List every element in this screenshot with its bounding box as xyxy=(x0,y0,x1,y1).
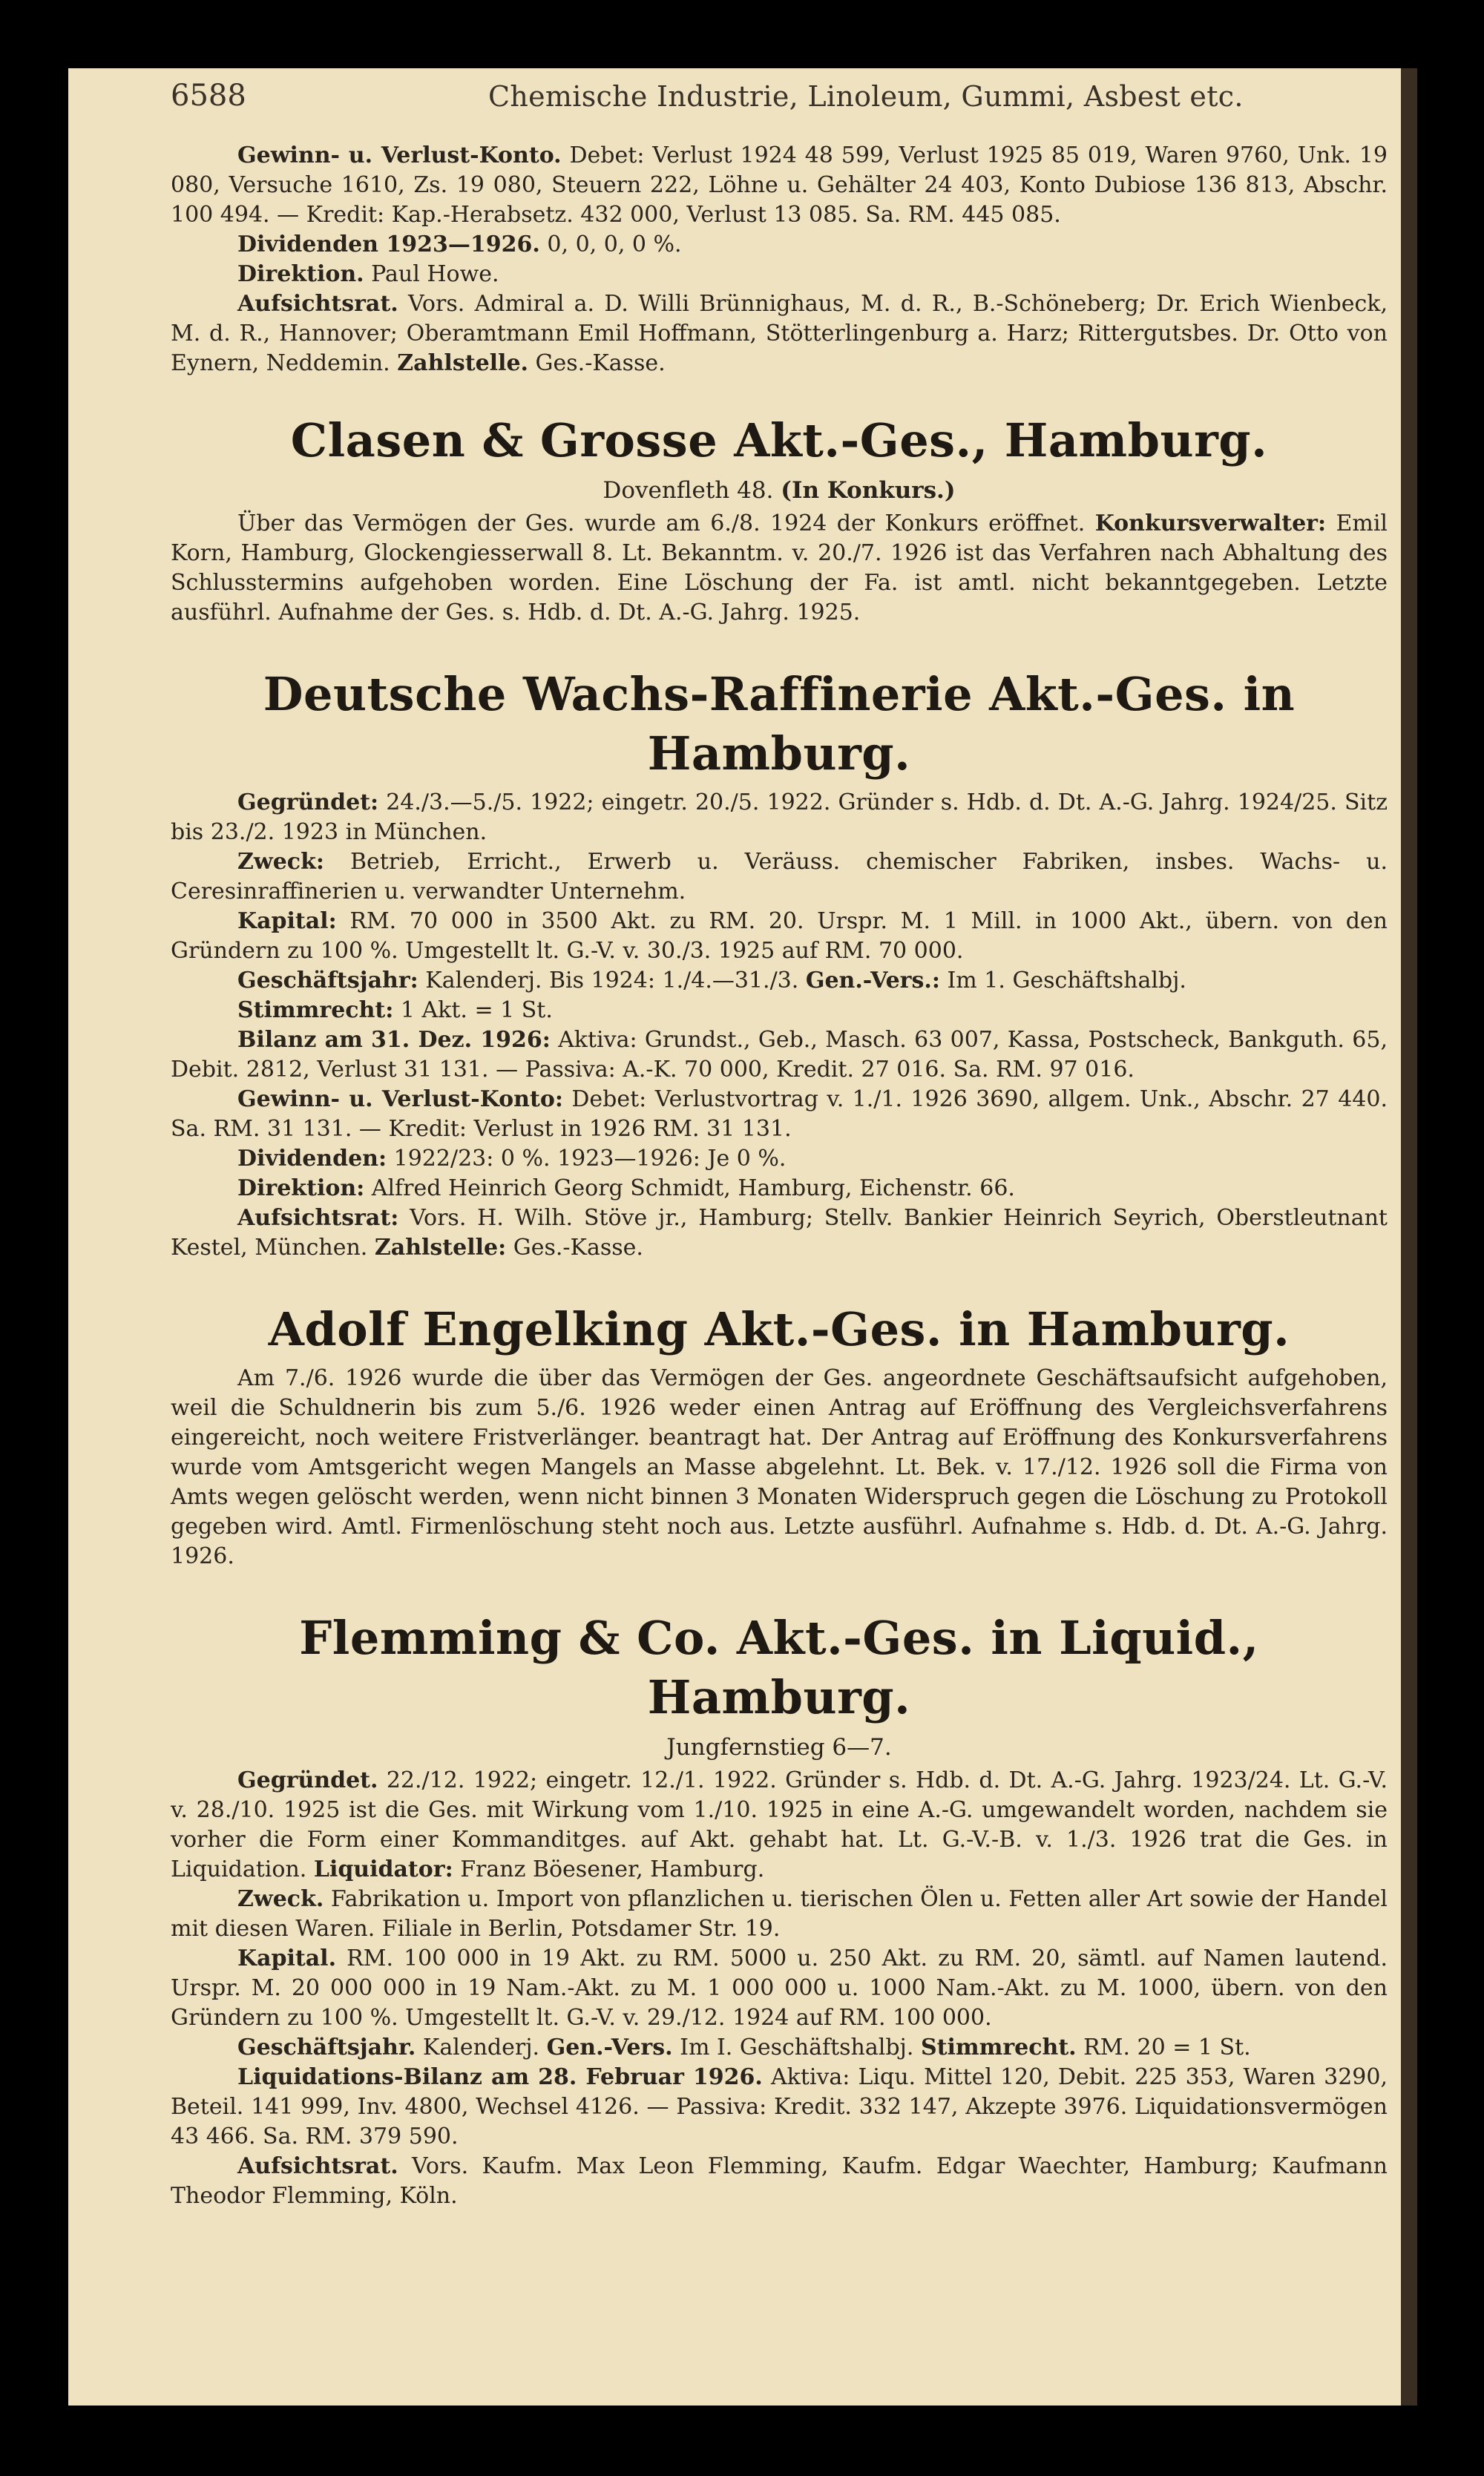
company-address xyxy=(171,475,1388,506)
company-title: Clasen & Grosse Akt.-Ges., Hamburg. xyxy=(290,413,1268,467)
paragraph xyxy=(171,1025,1388,1085)
label: Zahlstelle. xyxy=(397,350,528,376)
paragraph xyxy=(171,289,1388,378)
text: Vors. Admiral a. D. Willi Brünnighaus, M. d. R., B.-Schöneberg; Dr. Erich Wienbeck, M. d. R., Hannover; Oberamtmann Emil Hoffmann, Stötterlingenburg a. Harz; Rittergutsbes. Dr. Otto von Eynern, Neddemin. xyxy=(171,291,1388,376)
paragraph xyxy=(171,1203,1388,1263)
text: 24./3.—5./5. 1922; eingetr. 20./5. 1922. Gründer s. Hdb. d. Dt. A.-G. Jahrg. 1924/25. Sitz bis 23./2. 1923 in München. xyxy=(171,789,1388,845)
text: Alfred Heinrich Georg Schmidt, Hamburg, Eichenstr. 66. xyxy=(371,1175,1015,1201)
paragraph xyxy=(171,2033,1388,2063)
paragraph xyxy=(171,907,1388,966)
label: Aufsichtsrat: xyxy=(237,1205,399,1231)
entry-deutsche-wachs-raffinerie xyxy=(171,665,1388,1263)
text: RM. 70 000 in 3500 Akt. zu RM. 20. Urspr. M. 1 Mill. in 1000 Akt., übern. von den Gründern zu 100 %. Umgestellt lt. G.-V. v. 30./3. 1925 auf RM. 70 000. xyxy=(171,908,1388,964)
status-label: (In Konkurs.) xyxy=(781,477,956,504)
paragraph xyxy=(171,230,1388,260)
entry-flemming-co xyxy=(171,1609,1388,2211)
running-head: Chemische Industrie, Linoleum, Gummi, Asbest etc. xyxy=(488,80,1244,113)
paragraph: Am 7./6. 1926 wurde die über das Vermögen der Ges. angeordnete Geschäftsaufsicht aufgehoben, weil die Schuldnerin bis zum 5./6. 1926 weder einen Antrag auf Eröffnung des Vergleichsverfahrens eingereicht, noch weitere Fristverlänger. beantragt hat. Der Antrag auf Eröffnung des Konkursverfahrens wurde vom Amtsgericht wegen Mangels an Masse abgelehnt. Lt. Bek. v. 17./12. 1926 soll die Firma von Amts wegen gelöscht werden, wenn nicht binnen 3 Monaten Widerspruch gegen die Löschung zu Protokoll gegeben wird. Amtl. Firmenlöschung steht noch aus. Letzte ausführl. Aufnahme s. Hdb. d. Dt. A.-G. Jahrg. 1926. xyxy=(171,1365,1388,1569)
page-content xyxy=(171,141,1388,2211)
paragraph xyxy=(171,966,1388,996)
label: Gegründet: xyxy=(237,789,379,815)
label: Gen.-Vers. xyxy=(546,2035,673,2060)
page-header xyxy=(102,74,1393,119)
paragraph xyxy=(171,1766,1388,1885)
paragraph xyxy=(171,788,1388,847)
label: Dividenden: xyxy=(237,1146,387,1172)
paragraph xyxy=(171,509,1388,628)
text: Über das Vermögen der Ges. wurde am 6./8. 1924 der Konkurs eröffnet. xyxy=(237,510,1086,536)
paragraph xyxy=(171,141,1388,230)
label: Aufsichtsrat. xyxy=(237,291,398,317)
label: Direktion. xyxy=(237,261,364,287)
paragraph xyxy=(171,1174,1388,1203)
label: Liquidator: xyxy=(313,1856,453,1882)
text: Aktiva: Grundst., Geb., Masch. 63 007, Kassa, Postscheck, Bankguth. 65, Debit. 2812, Verlust 31 131. — Passiva: A.-K. 70 000, Kredit. 27 016. Sa. RM. 97 016. xyxy=(171,1027,1388,1083)
text: Paul Howe. xyxy=(371,261,499,287)
page-edge-shadow xyxy=(1401,68,1417,2406)
paragraph xyxy=(171,260,1388,289)
paragraph xyxy=(171,847,1388,907)
label: Stimmrecht: xyxy=(237,997,394,1023)
text: Betrieb, Erricht., Erwerb u. Veräuss. chemischer Fabriken, insbes. Wachs- u. Ceresinraffinerien u. verwandter Unternehm. xyxy=(171,849,1388,904)
entry-adolf-engelking xyxy=(171,1300,1388,1572)
label: Geschäftsjahr: xyxy=(237,968,418,994)
company-title: Flemming & Co. Akt.-Ges. in Liquid., Hamburg. xyxy=(299,1611,1259,1724)
label: Gegründet. xyxy=(237,1767,378,1793)
paragraph xyxy=(171,1144,1388,1174)
label: Zahlstelle: xyxy=(374,1235,507,1261)
text: RM. 100 000 in 19 Akt. zu RM. 5000 u. 250 Akt. zu RM. 20, sämtl. auf Namen lautend. Urspr. M. 20 000 000 in 19 Nam.-Akt. zu M. 1 000 000 u. 1000 Nam.-Akt. zu M. 1000, übern. von den Gründern zu 100 %. Umgestellt lt. G.-V. v. 29./12. 1924 auf RM. 100 000. xyxy=(171,1945,1388,2031)
label: Kapital: xyxy=(237,908,337,934)
text: 1 Akt. = 1 St. xyxy=(400,997,553,1023)
label: Gewinn- u. Verlust-Konto. xyxy=(237,142,562,168)
label: Aufsichtsrat. xyxy=(237,2153,398,2179)
label: Zweck. xyxy=(237,1886,324,1912)
text: Debet: Verlust 1924 48 599, Verlust 1925 85 019, Waren 9760, Unk. 19 080, Versuche 1610, Zs. 19 080, Steuern 222, Löhne u. Gehälter 24 403, Konto Dubiose 136 813, Abschr. 100 494. — Kredit: Kap.-Herabsetz. 432 000, Verlust 13 085. Sa. RM. 445 085. xyxy=(171,142,1388,228)
label: Direktion: xyxy=(237,1175,365,1201)
paragraph xyxy=(171,1885,1388,1944)
paragraph xyxy=(171,1944,1388,2033)
company-address: Jungfernstieg 6—7. xyxy=(666,1734,892,1761)
label: Konkursverwalter: xyxy=(1094,510,1327,536)
text: RM. 20 = 1 St. xyxy=(1083,2035,1251,2060)
page-number: 6588 xyxy=(171,79,246,113)
text: Ges.-Kasse. xyxy=(513,1235,643,1261)
text: 1922/23: 0 %. 1923—1926: Je 0 %. xyxy=(393,1146,787,1172)
label: Gen.-Vers.: xyxy=(805,968,940,994)
text: Debet: Verlustvortrag v. 1./1. 1926 3690, allgem. Unk., Abschr. 27 440. Sa. RM. 31 131. — Kredit: Verlust in 1926 RM. 31 131. xyxy=(171,1086,1388,1142)
text: Ges.-Kasse. xyxy=(535,350,666,376)
label: Geschäftsjahr. xyxy=(237,2035,416,2060)
entry-clasen-grosse xyxy=(171,411,1388,628)
text: Kalenderj. Bis 1924: 1./4.—31./3. xyxy=(425,968,799,994)
company-title: Adolf Engelking Akt.-Ges. in Hamburg. xyxy=(268,1302,1290,1356)
text: Im I. Geschäftshalbj. xyxy=(680,2035,914,2060)
text: Aktiva: Liqu. Mittel 120, Debit. 225 353, Waren 3290, Beteil. 141 999, Inv. 4800, Wechsel 4126. — Passiva: Kredit. 332 147, Akzepte 3976. Liquidationsvermögen 43 466. Sa. RM. 379 590. xyxy=(171,2064,1388,2150)
label: Zweck: xyxy=(237,849,324,875)
text: 0, 0, 0, 0 %. xyxy=(547,231,682,257)
paragraph xyxy=(171,996,1388,1025)
label: Dividenden 1923—1926. xyxy=(237,231,540,257)
text: Fabrikation u. Import von pflanzlichen u. tierischen Ölen u. Fetten aller Art sowie der Handel mit diesen Waren. Filiale in Berlin, Potsdamer Str. 19. xyxy=(171,1886,1388,1942)
paragraph xyxy=(171,2152,1388,2211)
label: Stimmrecht. xyxy=(920,2035,1077,2060)
address-text: Dovenfleth 48. xyxy=(603,477,774,504)
text: Kalenderj. xyxy=(422,2035,540,2060)
label: Bilanz am 31. Dez. 1926: xyxy=(237,1027,551,1053)
text: Vors. H. Wilh. Stöve jr., Hamburg; Stellv. Bankier Heinrich Seyrich, Oberstleutnant Kestel, München. xyxy=(171,1205,1388,1261)
text: Vors. Kaufm. Max Leon Flemming, Kaufm. Edgar Waechter, Hamburg; Kaufmann Theodor Flemming, Köln. xyxy=(171,2153,1388,2209)
label: Gewinn- u. Verlust-Konto: xyxy=(237,1086,563,1112)
paragraph xyxy=(171,1085,1388,1144)
text: Franz Böesener, Hamburg. xyxy=(460,1856,765,1882)
label: Kapital. xyxy=(237,1945,337,1971)
entry-continued xyxy=(171,141,1388,378)
label: Liquidations-Bilanz am 28. Februar 1926. xyxy=(237,2064,763,2090)
company-title: Deutsche Wachs-Raffinerie Akt.-Ges. in Hamburg. xyxy=(263,667,1296,781)
text: Emil Korn, Hamburg, Glockengiesserwall 8. Lt. Bekanntm. v. 20./7. 1926 ist das Verfahren nach Abhaltung des Schlusstermins aufgehoben worden. Eine Löschung der Fa. ist amtl. nicht bekanntgegeben. Letzte ausführl. Aufnahme der Ges. s. Hdb. d. Dt. A.-G. Jahrg. 1925. xyxy=(171,510,1388,625)
text: Im 1. Geschäftshalbj. xyxy=(947,968,1186,994)
paragraph xyxy=(171,2063,1388,2152)
text: 22./12. 1922; eingetr. 12./1. 1922. Gründer s. Hdb. d. Dt. A.-G. Jahrg. 1923/24. Lt. G.-V. v. 28./10. 1925 ist die Ges. mit Wirkung vom 1./10. 1925 in eine A.-G. umgewandelt worden, nachdem sie vorher die Form einer Kommanditges. auf Akt. gehabt hat. Lt. G.-V.-B. v. 1./3. 1926 trat die Ges. in Liquidation. xyxy=(171,1767,1388,1882)
